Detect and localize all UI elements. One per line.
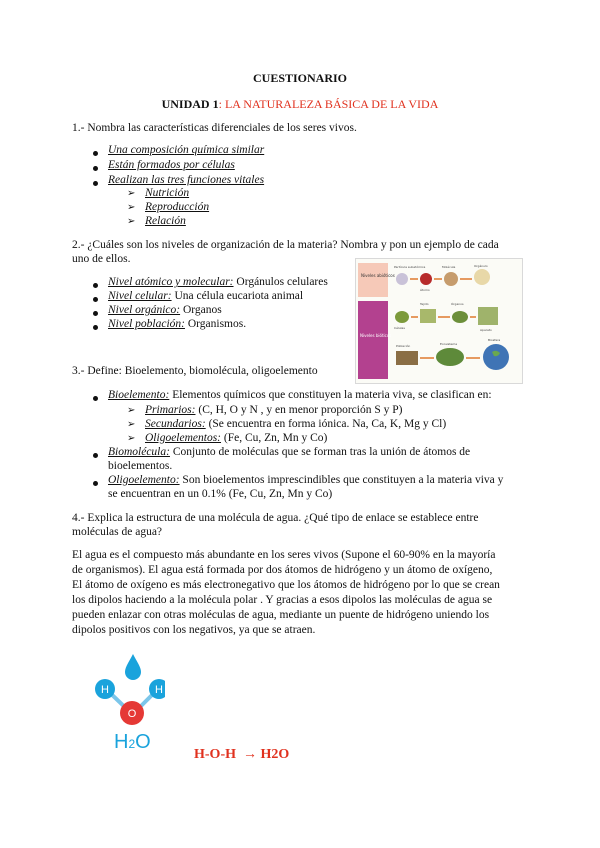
diagram-label: Órganos [451, 302, 464, 306]
oligoelemento-term: Oligoelemento: [108, 474, 180, 486]
q1-subitem: Relación [145, 215, 186, 227]
levels-diagram-svg [356, 259, 522, 383]
unit-label: UNIDAD 1 [161, 97, 219, 111]
oligoelemento-definition: Oligoelemento: Son bioelementos imprescindibles que constituyen a la materia viva y [108, 474, 504, 486]
diagram-label: Partícula subatómica [394, 265, 426, 269]
bullet-dot [93, 311, 98, 316]
biosphere-icon [483, 344, 509, 370]
q1-item: Una composición química similar [108, 144, 265, 156]
biotic-band [358, 301, 388, 379]
answer-line: El átomo de oxígeno es más electronegativo que los átomos de hidrógeno por lo que se crean [72, 579, 500, 591]
diagram-label: Células [394, 326, 405, 330]
bullet-dot [93, 396, 98, 401]
organization-levels-diagram [355, 258, 523, 384]
bullet-dot [93, 297, 98, 302]
q1-subitem: Reproducción [145, 201, 210, 213]
diagram-label: Orgánulo [474, 264, 488, 268]
arrow-bullet-icon: ➢ [127, 433, 136, 444]
bioelemento-term: Bioelemento: [108, 389, 170, 401]
unit-sep: : [218, 97, 222, 111]
secundarios-item: Secundarios: (Se encuentra en forma iónica. Na, Ca, K, Mg y Cl) [145, 418, 447, 430]
bullet-dot [93, 453, 98, 458]
arrow-bullet-icon: ➢ [127, 202, 136, 213]
unit-title: LA NATURALEZA BÁSICA DE LA VIDA [221, 97, 439, 111]
answer-line: los dipolos haciendo a la molécula polar . Y gracias a esos dipolos las moléculas de agua se [72, 594, 493, 606]
answer-line: El agua es el compuesto más abundante en los seres vivos (Supone el 60-90% en la mayoría [72, 549, 496, 561]
arrow-bullet-icon: ➢ [127, 419, 136, 430]
hydrogen-label: H [155, 684, 163, 696]
diagram-label: Biosfera [488, 338, 501, 342]
diagram-label: Molécula [442, 265, 456, 269]
bullet-dot [93, 325, 98, 330]
q2-item: Nivel celular: Una célula eucariota animal [108, 290, 304, 302]
population-icon [396, 351, 418, 365]
ecosystem-icon [436, 348, 464, 366]
question-4-line1: 4.- Explica la estructura de una molécula de agua. ¿Qué tipo de enlace se establece entre [72, 512, 479, 524]
oligoelementos-item: Oligoelementos: (Fe, Cu, Zn, Mn y Co) [145, 432, 328, 444]
water-drop-icon [125, 654, 141, 680]
arrow-bullet-icon: ➢ [127, 216, 136, 227]
hydrogen-label: H [101, 684, 109, 696]
q4-answer [72, 548, 530, 638]
oligoelemento-line2: se encuentran en un 0.1% (Fe, Cu, Zn, Mn y Co) [108, 488, 333, 500]
biomolecula-definition: Biomolécula: Conjunto de moléculas que se forman tras la unión de átomos de [108, 446, 471, 458]
diagram-label: Población [396, 344, 411, 348]
bullet-dot [93, 166, 98, 171]
diagram-label: Aparato [480, 328, 492, 332]
atom-icon [420, 273, 432, 285]
tissue-icon [420, 309, 436, 323]
diagram-label: Átomo [420, 288, 430, 292]
oxygen-label: O [127, 708, 137, 720]
q2-item: Nivel atómico y molecular: Orgánulos celulares [108, 276, 328, 288]
water-equation: H-O-H → H2O [194, 747, 290, 762]
q2-item: Nivel población: Organismos. [108, 318, 247, 330]
molecule-icon [444, 272, 458, 286]
abiotic-band [358, 263, 388, 297]
answer-line: de organismos). El agua está formada por dos átomos de hidrógeno y un átomo de oxígeno, [72, 564, 493, 576]
answer-line: dipolos positivos con los negativos, ya que se atraen. [72, 624, 316, 636]
question-4-line2: moléculas de agua? [72, 526, 163, 538]
primarios-item: Primarios: (C, H, O y N , y en menor proporción S y P) [145, 404, 403, 416]
diagram-label: Tejido [420, 302, 429, 306]
organelle-icon [474, 269, 490, 285]
biotic-label: Niveles bióticos [360, 333, 392, 338]
q1-subitem: Nutrición [145, 187, 190, 199]
arrow-bullet-icon: ➢ [127, 188, 136, 199]
q2-term: Nivel celular: [108, 290, 172, 302]
q2-term: Nivel atómico y molecular: [108, 276, 234, 288]
arrow-bullet-icon: ➢ [127, 405, 136, 416]
q2-item: Nivel orgánico: Organos [108, 304, 222, 316]
abiotic-label: Niveles abióticos [361, 273, 395, 278]
question-1: 1.- Nombra las características diferenciales de los seres vivos. [72, 122, 357, 134]
organ-system-icon [478, 307, 498, 325]
q1-item: Realizan las tres funciones vitales [108, 174, 265, 186]
subatomic-particle-icon [396, 273, 408, 285]
q2-term: Nivel orgánico: [108, 304, 181, 316]
question-2-line2: uno de ellos. [72, 253, 131, 265]
cell-icon [395, 311, 409, 323]
bullet-dot [93, 481, 98, 486]
bullet-dot [93, 151, 98, 156]
question-3: 3.- Define: Bioelemento, biomolécula, oligoelemento [72, 365, 318, 377]
answer-line: pueden enlazar con otras moléculas de agua, mediante un puente de hidrógeno uniendo los [72, 609, 490, 621]
q1-item: Están formados por células [108, 159, 235, 171]
bioelemento-definition: Bioelemento: Elementos químicos que constituyen la materia viva, se clasifican en: [108, 389, 492, 401]
biomolecula-term: Biomolécula: [108, 446, 170, 458]
diagram-label: Ecosistema [440, 342, 458, 346]
bullet-dot [93, 181, 98, 186]
bullet-dot [93, 283, 98, 288]
unit-heading [0, 97, 600, 112]
organ-icon [452, 311, 468, 323]
question-2-line1: 2.- ¿Cuáles son los niveles de organización de la materia? Nombra y pon un ejemplo de cada [72, 239, 499, 251]
document-title: CUESTIONARIO [252, 71, 348, 85]
biomolecula-line2: bioelementos. [108, 460, 173, 472]
q2-term: Nivel población: [108, 318, 185, 330]
water-formula: H2O [114, 731, 151, 753]
